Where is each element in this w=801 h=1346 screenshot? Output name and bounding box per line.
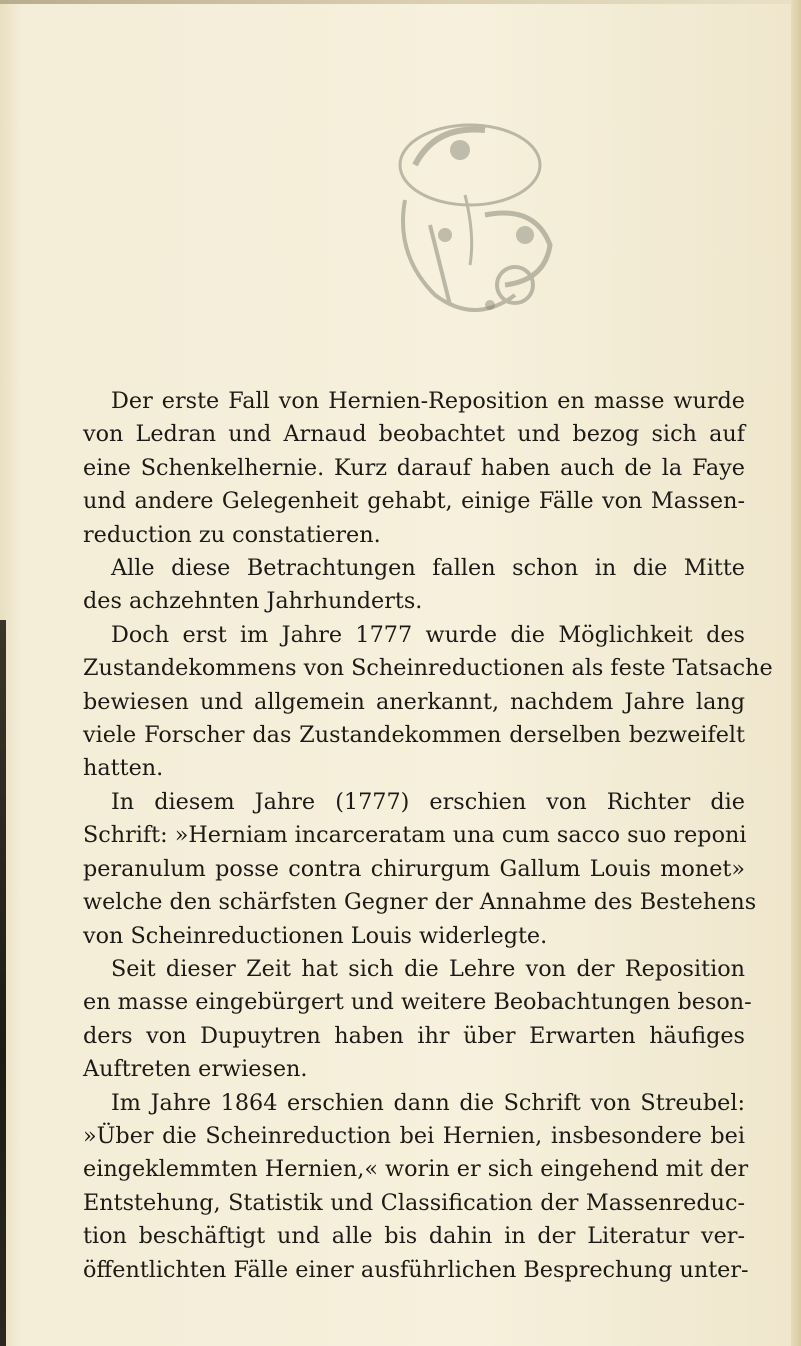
text-line: reduction zu constatieren. bbox=[83, 521, 381, 548]
text-line: In diesem Jahre (1777) erschien von Richter die bbox=[111, 788, 745, 815]
text-line: Schrift: »Herniam incarceratam una cum sacco suo reponi bbox=[83, 822, 747, 849]
text-line: »Über die Scheinreduction bei Hernien, insbesondere bei bbox=[83, 1122, 745, 1149]
text-line: und andere Gelegenheit gehabt, einige Fälle von Massen- bbox=[83, 488, 745, 515]
text-line: von Ledran und Arnaud beobachtet und bezog sich auf bbox=[83, 421, 745, 448]
paragraph bbox=[83, 786, 773, 953]
text-line: viele Forscher das Zustandekommen derselben bezweifelt bbox=[83, 722, 745, 749]
text-line: Doch erst im Jahre 1777 wurde die Möglichkeit des bbox=[111, 621, 745, 648]
text-line: von Scheinreductionen Louis widerlegte. bbox=[83, 922, 548, 949]
text-line: Zustandekommens von Scheinreductionen als feste Tatsache bbox=[83, 655, 773, 682]
text-line: eingeklemmten Hernien,« worin er sich eingehend mit der bbox=[83, 1156, 749, 1183]
text-line: Seit dieser Zeit hat sich die Lehre von der Reposition bbox=[111, 955, 745, 982]
text-line: Alle diese Betrachtungen fallen schon in die Mitte bbox=[111, 555, 745, 582]
paragraph bbox=[83, 953, 773, 1087]
page-top-shadow bbox=[0, 0, 801, 4]
library-stamp-icon bbox=[375, 105, 575, 335]
paragraph bbox=[83, 619, 773, 786]
text-line: Auftreten erwiesen. bbox=[83, 1056, 308, 1083]
text-line: eine Schenkelhernie. Kurz darauf haben auch de la Faye bbox=[83, 454, 745, 481]
text-line: hatten. bbox=[83, 755, 164, 782]
text-line: peranulum posse contra chirurgum Gallum Louis monet» bbox=[83, 855, 745, 882]
paragraph bbox=[83, 552, 773, 619]
text-line: welche den schärfsten Gegner der Annahme des Bestehens bbox=[83, 889, 757, 916]
text-line: öffentlichten Fälle einer ausführlichen Besprechung unter- bbox=[83, 1256, 749, 1283]
text-line: bewiesen und allgemein anerkannt, nachdem Jahre lang bbox=[83, 688, 745, 715]
paragraph bbox=[83, 1087, 773, 1287]
page-right-edge bbox=[791, 0, 801, 1346]
text-line: en masse eingebürgert und weitere Beobachtungen beson- bbox=[83, 989, 752, 1016]
text-line: des achzehnten Jahrhunderts. bbox=[83, 588, 423, 615]
body-text bbox=[83, 385, 773, 1287]
text-line: Im Jahre 1864 erschien dann die Schrift von Streubel: bbox=[111, 1089, 745, 1116]
text-line: Der erste Fall von Hernien-Reposition en masse wurde bbox=[111, 388, 745, 414]
binding-edge bbox=[0, 620, 6, 1346]
text-line: tion beschäftigt und alle bis dahin in der Literatur ver- bbox=[83, 1223, 745, 1250]
text-line: ders von Dupuytren haben ihr über Erwarten häufiges bbox=[83, 1022, 745, 1049]
text-line: Entstehung, Statistik und Classification der Massenreduc- bbox=[83, 1189, 745, 1216]
paragraph bbox=[83, 385, 773, 552]
